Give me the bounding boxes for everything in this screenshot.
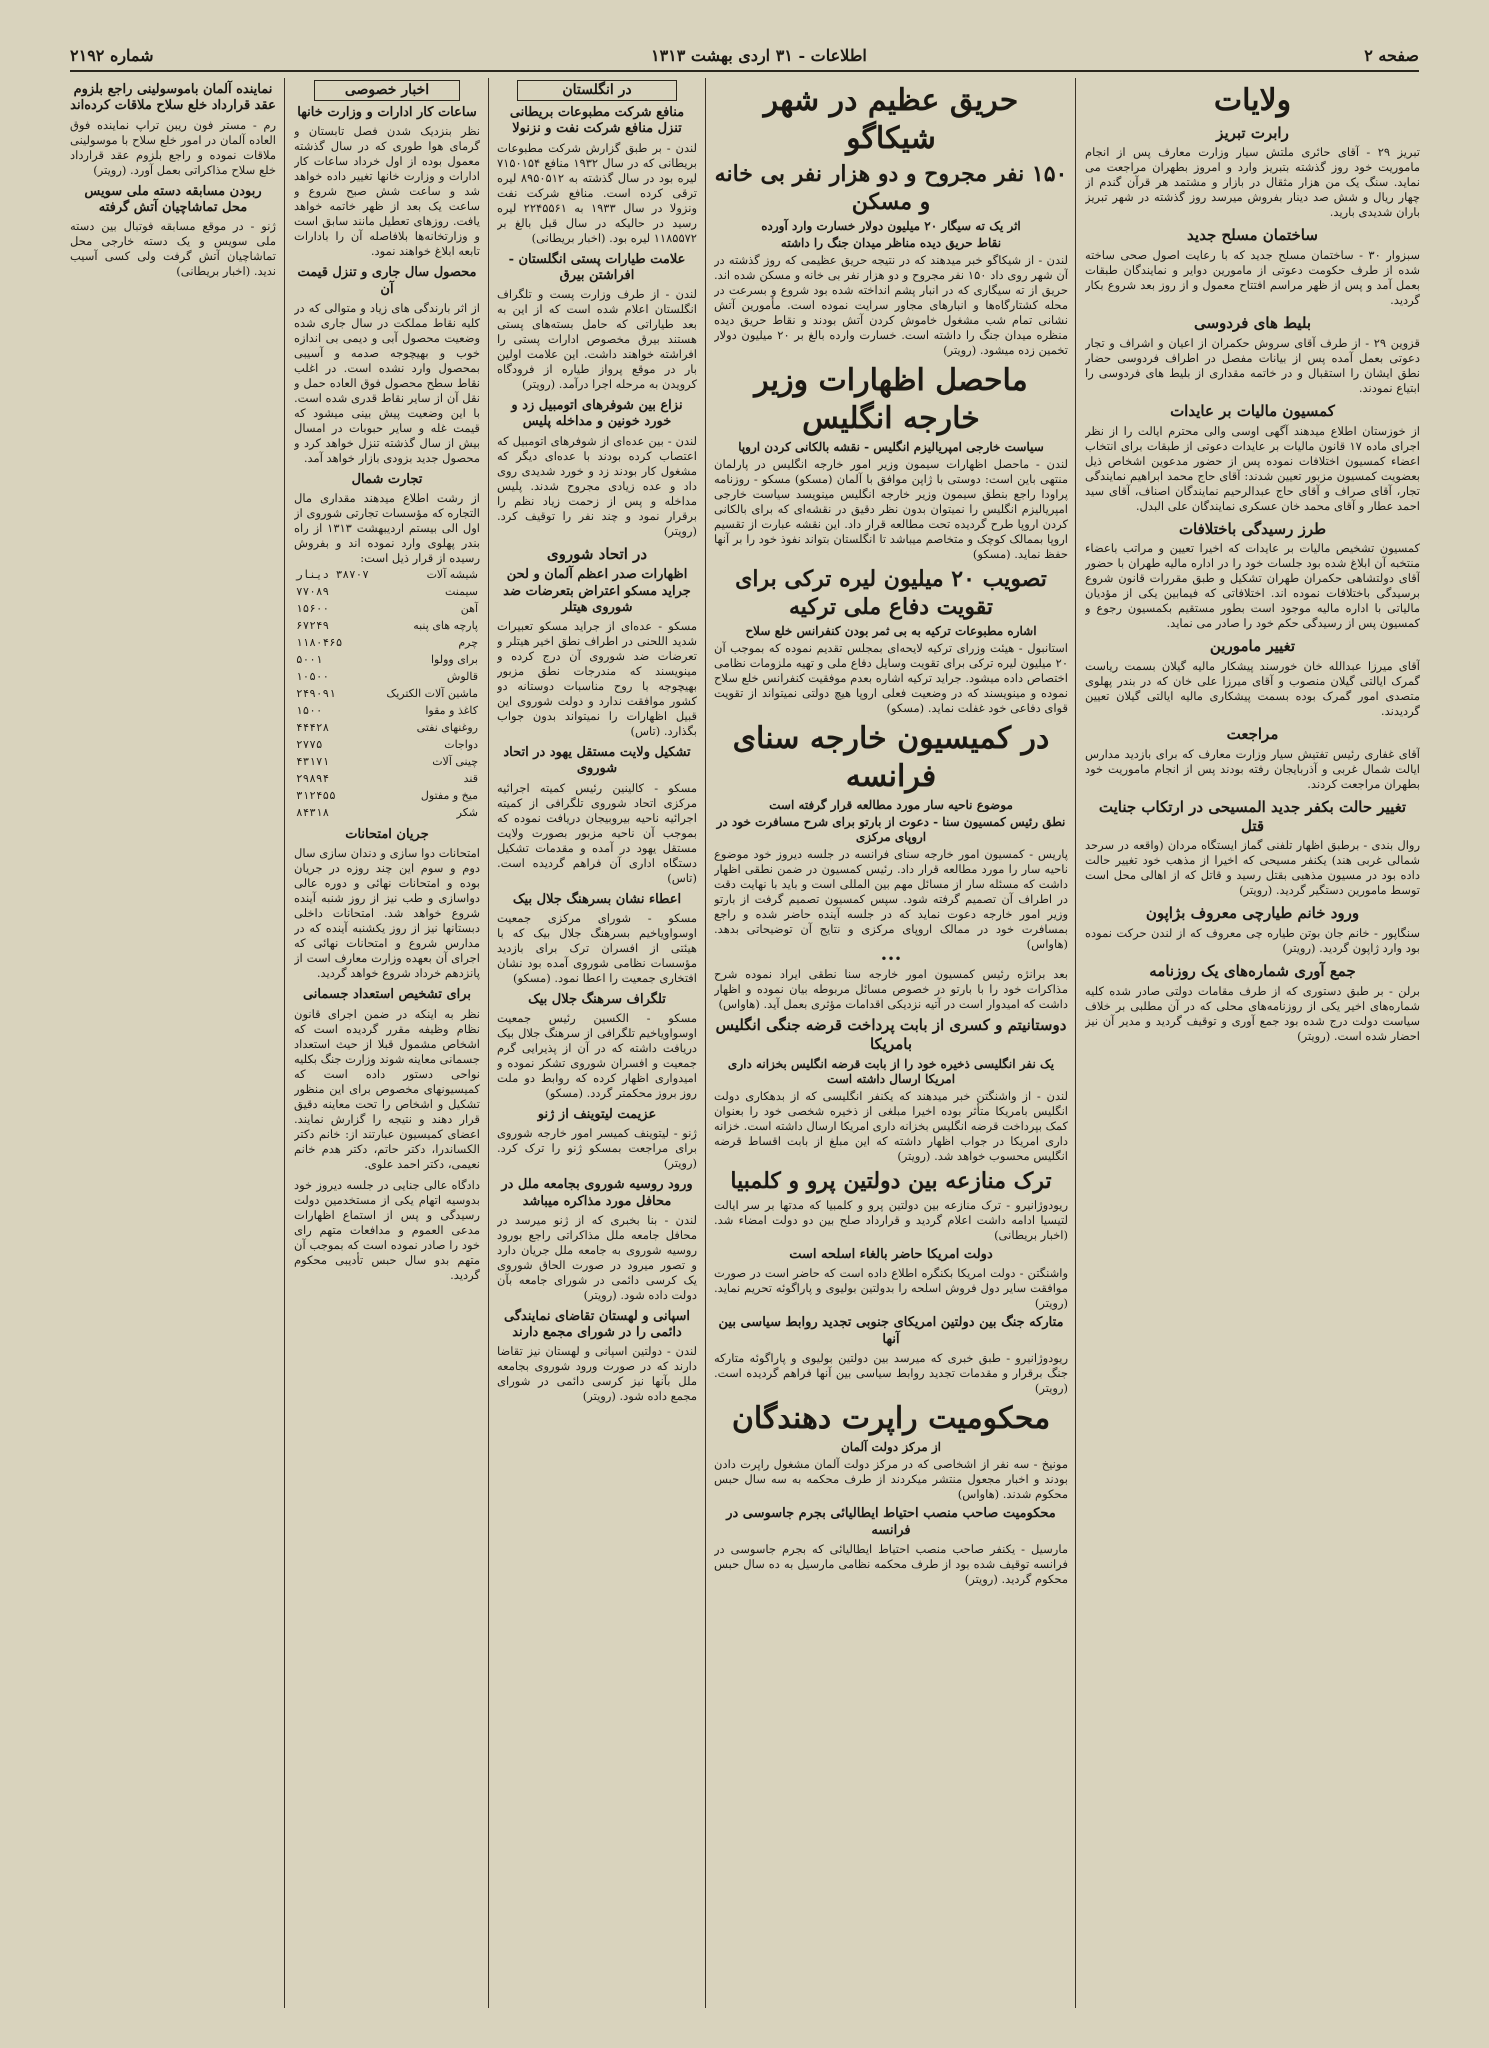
article-body: پاریس - کمسیون امور خارجه سنای فرانسه در جلسه دیروز خود موضوع ناحیه سار را مورد مطالعه قرار داد. رئیس کمسیون در ضمن نطقی اظهار داشت که مسئله سار از مسائل مهم بین المللی است و باید با نهایت دقت در اطراف آن تصمیم گرفته شود. سپس کمسیون تصمیم گرفت از بارتو وزیر امور خارجه دعوت نماید که در جلسه آینده حاضر شده و راجع بمسافرت خود در ممالک اروپای مرکزی و نتایج آن توضیحاتی بدهد. (هاواس) <box>714 847 1068 951</box>
column-rule <box>1075 78 1076 2008</box>
article-headline: ساختمان مسلح جدید <box>1187 226 1318 245</box>
headline-turkey-defence: تصویب ۲۰ میلیون لیره ترکی برای تقویت دفاع ملی ترکیه <box>735 566 1047 620</box>
article <box>70 184 276 280</box>
article <box>294 265 480 466</box>
table-cell-value: ۱۵۶۰۰ <box>296 602 330 615</box>
article-headline: تلگراف سرهنگ جلال بیک <box>528 991 666 1007</box>
table-row <box>294 668 480 685</box>
table-row <box>294 583 480 600</box>
article <box>1085 798 1420 899</box>
table-cell-value: ۷۷۰۸۹ <box>296 585 330 598</box>
article-body: لندن - از طرف وزارت پست و تلگراف انگلستان اعلام شده است که از این به بعد طیاراتی که حامل بسته‌های پستی هستند بیرق مخصوص ادارات پستی را افراشته خواهند داشت. این علامت اولین بار در موقع پرواز طیاره از فرودگاه کرویدن به مرحله اجرا درآمد. (رویتر) <box>497 287 697 391</box>
article-headline: متارکه جنگ بین دولتین امریکای جنوبی تجدید روابط سیاسی بین آنها <box>718 1315 1064 1347</box>
table-row <box>294 787 480 804</box>
table-cell-value: ۴۴۴۲۸ <box>296 721 330 734</box>
table-cell-label: شیشه آلات <box>426 568 478 581</box>
column-rule <box>284 78 285 2008</box>
column-provinces <box>1085 78 1420 2013</box>
article-headline: نزاع بین شوفرهای اتومبیل زد و خورد خونین و مداخله پلیس <box>511 398 683 430</box>
table-row <box>294 770 480 787</box>
headline-peru-colombia: ترک منازعه بین دولتین پرو و کلمبیا <box>730 1167 1052 1194</box>
article-body: استانبول - هیئت وزرای ترکیه لایحه‌ای بمجلس تقدیم نموده که بموجب آن ۲۰ میلیون لیره ترکی برای تقویت وسایل دفاع ملی و تهیه ملزومات نظامی اختصاص داده میشود. جراید ترکیه اشاره بعدم موفقیت کنفرانس خلع سلاح نموده و مینویسند که در وضعیت فعلی اروپا هیچ دولتی نمیتواند از تقویت قوای دفاعی خود غفلت نماید. (مسکو) <box>714 641 1068 715</box>
table-cell-value: ۱۱۸۰۴۶۵ <box>296 636 343 649</box>
table-cell-value: ۲۷۷۵ <box>296 738 323 751</box>
column-rule <box>705 78 706 2008</box>
article-body: از اثر بارندگی های زیاد و متوالی که در کلیه نقاط مملکت در سال جاری شده وضعیت محصول آبی و دیمی بی اندازه خوب و بهیچوجه صدمه و آسیبی بمحصول وارد نشده است. در اغلب نقاط سطح محصول فوق العاده حمل و نقل آن از سایر نقاط قدری شده است. با این وضعیت پیش بینی میشود که قیمت غله و سایر حبوبات در امسال بیش از سال گذشته تنزل خواهد کرد و محصول جدید بزودی بازار خواهد آمد. <box>294 300 480 465</box>
article-body: رم - مستر فون ریبن تراپ نماینده فوق العاده آلمان در امور خلع سلاح با موسولینی ملاقات نموده و راجع بلزوم عقد قرارداد خلع سلاح مذاکراتی بعمل آورد. (رویتر) <box>70 117 276 177</box>
article-headline: نماینده آلمان باموسولینی راجع بلزوم عقد قرارداد خلع سلاح ملاقات کرده‌اند <box>70 82 276 114</box>
article-body: لندن - از واشنگتن خبر میدهند که یکنفر انگلیسی که از بدهکاری دولت انگلیس بامریکا متأثر بوده اخیرا مبلغی از ذخیره شخصی خود را بعنوان کمک بپرداخت قرضه انگلیس بخزانه داری امریکا ارسال داشته است. خزانه داری امریکا در جواب اظهار داشته که این مبلغ از بابت اقساط قرضه انگلیس محسوب خواهد شد. (رویتر) <box>714 1088 1068 1163</box>
table-cell-label: سیمنت <box>444 585 478 598</box>
article-deck: موضوع ناحیه سار مورد مطالعه قرار گرفته است <box>769 798 1013 812</box>
column-foreign-news <box>497 78 697 2013</box>
table-cell-label: کاغذ و مقوا <box>425 704 478 717</box>
article-body: ریودوژانیرو - طبق خبری که میرسد بین دولتین بولیوی و پاراگوئه متارکه جنگ برقرار و مقدمات تجدید روابط سیاسی بین آنها فراهم گردیده است. (رویتر) <box>714 1350 1068 1395</box>
article-body: مسکو - کالینین رئیس کمیته اجرائیه مرکزی اتحاد شوروی تلگرافی از کمیته اجرائیه ناحیه بیروبیجان دریافت نموده که بموجب آن ناحیه مزبور بصورت ولایت مستقل یهود در آمده و مقدمات تشکیل دستگاه اداری آن فراهم گردیده است. (تاس) <box>497 780 697 885</box>
table-row <box>294 566 480 583</box>
table-cell-value: ۳۱۲۴۵۵ <box>296 789 336 802</box>
article-body: مسکو - عده‌ای از جراید مسکو تعبیرات شدید اللحنی در اطراف نطق اخیر هیتلر و تعرضات ضد شوروی آن درج کرده و مینویسند که مندرجات نطق مزبور بهیچوجه با روح مناسبات دوستانه دو کشور موافقت ندارد و دولت شوروی این قبیل اظهارات را نمیتواند بدون جواب بگذارد. (تاس) <box>497 619 697 738</box>
table-row <box>294 804 480 821</box>
article <box>497 1107 697 1171</box>
article-body: لندن - بنا بخبری که از ژنو میرسد در محافل جامعه ملل مذاکراتی راجع بورود روسیه شوروی به جامعه ملل جریان دارد و تصور میرود در صورت الحاق شوروی یک کرسی دائمی در شورای جامعه بآن دولت داده شود. (رویتر) <box>497 1212 697 1302</box>
article-body: واشنگتن - دولت امریکا بکنگره اطلاع داده است که حاضر است در صورت موافقت سایر دول فروش اسلحه را بدولتین بولیوی و پاراگوئه تحریم نماید. (رویتر) <box>714 1266 1068 1311</box>
article-body: لندن - ماحصل اظهارات سیمون وزیر امور خارجه انگلیس در پارلمان منتهی باین است: دوستی با ژاپن موافق با آلمان (مسکو) مسکو - روزنامه پراودا راجع بنطق سیمون وزیر خارجه انگلیس مینویسد سیاست خارجی امپریالیزم انگلیس را نمیتوان بدون نظر دقیق در نقشه‌ای که برای بالکانی کردن اروپا طرح گردیده تحت مطالعه قرار داد. این نقشه عبارت از تقسیم اروپا بممالک کوچک و متخاصم میباشد تا انگلستان بتواند نفوذ خود را بر آنها حفظ نماید. (مسکو) <box>714 457 1068 561</box>
table-cell-value: ۲۹۸۹۴ <box>296 772 330 785</box>
article-headline: ربودن مسابقه دسته ملی سویس محل تماشاچیان آتش گرفته <box>84 183 262 215</box>
article <box>497 105 697 246</box>
article-body: آقای میرزا عبدالله خان خورسند پیشکار مالیه گیلان بسمت ریاست گمرک ایالتی گیلان منصوب و آقای میرزا علی خان که در بندر پهلوی متصدی امور گمرک بوده بسمت پیشکاری مالیه ایالتی گیلان تعیین گردیدند. <box>1085 659 1420 718</box>
article-headline: جریان امتحانات <box>345 827 429 842</box>
table-cell-label: روغنهای نفتی <box>416 721 478 734</box>
article <box>1085 402 1420 514</box>
table-row <box>294 719 480 736</box>
article <box>1085 637 1420 719</box>
table-cell-value: ۵۰۰۱ <box>296 653 323 666</box>
paper-date: اطلاعات - ۳۱ اردی بهشت ۱۳۱۳ <box>650 45 867 65</box>
article-headline: طرز رسیدگی باختلافات <box>1178 519 1327 538</box>
article-headline: ورود روسیه شوروی بجامعه ملل در محافل مورد مذاکره میباشد <box>501 1177 693 1209</box>
article-headline: ساعات کار ادارات و وزارت خانها <box>297 105 477 120</box>
article-body: لندن - دولتین اسپانی و لهستان نیز تقاضا دارند که در صورت ورود شوروی بجامعه ملل بآنها نیز کرسی دائمی در شورای مجمع داده شود. (رویتر) <box>497 1344 697 1404</box>
section-title-provinces: ولایات <box>1213 83 1292 118</box>
article-body: لندن - از شیکاگو خبر میدهند که در نتیجه حریق عظیمی که روز گذشته در آن شهر روی داد ۱۵۰ نفر مجروح و دو هزار نفر بی خانه و مسکن شده اند. حریق از ته سیگاری که در انبار پشم انداخته شده بود شروع و بسرعت در محله کشتارگاه‌ها و انبارهای مجاور سرایت نموده است. مأمورین آتش نشانی تمام شب مشغول خاموش کردن آتش بودند و نقاط حریق دیده منظره میدان جنگ را داشته است. خسارت وارده بالغ بر ۲۰ میلیون دولار تخمین زده میشود. (رویتر) <box>714 253 1068 357</box>
article <box>1085 124 1420 221</box>
article <box>294 472 480 821</box>
lead-deck: نقاط حریق دیده مناظر میدان جنگ را داشته <box>780 236 1002 250</box>
article-body: مونیخ - سه نفر از اشخاصی که در مرکز دولت آلمان مشغول راپرت دادن بودند و اخبار مجعول منتشر میکردند از طرف محکمه به سه سال حبس محکوم شدند. (هاواس) <box>714 1457 1068 1502</box>
article-body: ریودوژانیرو - ترک منازعه بین دولتین پرو و کلمبیا که مدتها بر سر ایالت لتیسیا ادامه داشت اعلام گردید و قرارداد صلح بین دو دولت امضاء شد. (اخبار بریطانی) <box>714 1198 1068 1242</box>
table-row <box>294 753 480 770</box>
article-body: تبریز ۲۹ - آقای حائری ملتش سیار وزارت معارف پس از انجام ماموریت خود روز گذشته بتبریز وارد و امروز بطهران مراجعت می نماید. سنگ یک من هزار مثقال در بازار و مشتمد هر قرآن گندم از چهار ریال و شش صد دینار بفروش میرسد روز گذشته در شهر تبریز باران شدیدی بارید. <box>1085 145 1420 220</box>
table-row <box>294 685 480 702</box>
article <box>70 82 276 178</box>
article-body: مارسیل - یکنفر صاحب منصب احتیاط ایطالیائی که بجرم جاسوسی در فرانسه توقیف شده بود از طرف محکمه نظامی مارسیل به ده سال حبس محکوم گردید. (رویتر) <box>714 1541 1068 1586</box>
table-row <box>294 600 480 617</box>
table-cell-label: چینی آلات <box>432 755 478 768</box>
table-cell-label: آهن <box>460 602 478 615</box>
table-cell-label: پارچه های پنبه <box>413 619 478 632</box>
trade-table <box>294 566 480 821</box>
article-body: روال بندی - برطبق اظهار تلفنی گماز ایستگاه مردان (واقعه در سرحد شمالی غربی هند) یکنفر مسیحی که اخیرا از مذهب خود تغییر حالت داده بود در مسیون مذهبی بقتل رسید و قاتل که از اهالی محل است توسط مامورین دستگیر گردید. (رویتر) <box>1085 838 1420 898</box>
section-title-soviet: در اتحاد شوروی <box>546 544 648 563</box>
article-body: سنگاپور - خانم جان بوتن طیاره چی معروف که از لندن حرکت نموده بود وارد ژاپون گردید. (رویتر) <box>1085 926 1420 955</box>
table-cell-value: ۴۳۱۷۱ <box>296 755 330 768</box>
article-body: برلن - بر طبق دستوری که از طرف مقامات دولتی صادر شده کلیه شماره‌های اخیر یکی از روزنامه‌های محلی که در آن مطلبی بر خلاف سیاست دولت درج شده بود جمع آوری و توقیف گردید و مدیر آن نیز احضار شده است. (رویتر) <box>1085 983 1420 1043</box>
article-headline: جمع آوری شماره‌های یک روزنامه <box>1149 962 1356 980</box>
section-title-private-news: اخبار خصوصی <box>314 80 460 101</box>
article <box>1085 520 1420 632</box>
page-number: صفحه ۲ <box>1364 45 1419 65</box>
lead-subheadline: ۱۵۰ نفر مجروح و دو هزار نفر بی خانه و مسکن <box>714 161 1068 215</box>
article-headline: تغییر حالت بکفر جدید المسیحی در ارتکاب جنایت قتل <box>1098 797 1407 835</box>
headline-foreign-minister: ماحصل اظهارات وزیر خارجه انگلیس <box>754 363 1028 436</box>
article-headline: محصول سال جاری و تنزل قیمت آن <box>297 265 477 297</box>
lead-deck: اثر یک ته سیگار ۲۰ میلیون دولار خسارت وارد آورده <box>761 219 1021 233</box>
article-headline: عزیمت لیتوینف از ژنو <box>537 1107 657 1122</box>
table-cell-value: ۱۰۵۰۰ <box>296 670 330 683</box>
article-body: مسکو - شورای مرکزی جمعیت اوسواویاخیم بسرهنگ جلال بیک که با هیئتی از افسران ترک برای بازدید مؤسسات نظامی شوروی آمده بود نشان افتخاری جمعیت را اعطا نمود. (مسکو) <box>497 910 697 985</box>
column-rule <box>488 78 489 2008</box>
article <box>497 1177 697 1303</box>
table-cell-label: قالوش <box>446 670 478 683</box>
article <box>294 987 480 1171</box>
article <box>497 745 697 886</box>
article-headline: اسپانی و لهستان تقاضای نمایندگی دائمی را در شورای مجمع دارند <box>503 1308 691 1340</box>
headline-war-debt: دوستانیتم و کسری از بابت پرداخت قرضه جنگی انگلیس بامریکا <box>715 1016 1067 1053</box>
table-cell-value: ۳۸۷۰۷ دینار <box>296 568 369 581</box>
article-body: کمسیون تشخیص مالیات بر عایدات که اخیرا تعیین و مراتب باعضاء منتخبه آن ابلاغ شده بود جلسات خود را در اداره مالیه طهران با حضور آقای دولتشاهی حکمران طهران تشکیل و طبق مقررات قانون شروع برسیدگی باختلافات نموده اند. اختلافاتی که فیمابین یکی از مؤدیان مالیاتی با اداره مالیه موجود است بطور مستقیم بکمسیون رجوع و کمسیون پس از رسیدگی حکم خود را صادر می نماید. <box>1085 541 1420 631</box>
table-cell-label: شکر <box>456 806 478 819</box>
table-cell-label: میخ و مفتول <box>420 789 478 802</box>
lead-headline-chicago-fire: حریق عظیم در شهر شیکاگو <box>763 83 1019 156</box>
article-headline: علامت طیارات پستی انگلستان - افراشتن بیرق <box>508 251 686 283</box>
article <box>1085 904 1420 956</box>
article <box>497 992 697 1101</box>
article <box>294 105 480 259</box>
article-headline: بلیط های فردوسی <box>1193 314 1311 332</box>
table-row <box>294 617 480 634</box>
article-headline: محکومیت صاحب منصب احتیاط ایطالیائی بجرم جاسوسی در فرانسه <box>726 1506 1056 1538</box>
column-lead-stories <box>714 78 1068 2013</box>
article-body: آقای غفاری رئیس تفتیش سیار وزارت معارف که برای بازدید مدارس ایالت شمال غربی و آذربایجان رفته بودند پس از انجام ماموریت خود بطهران مراجعت کردند. <box>1085 746 1420 791</box>
table-cell-value: ۶۷۲۴۹ <box>296 619 330 632</box>
table-cell-label: برای وولوا <box>430 653 478 666</box>
article-body: نظر بنزدیک شدن فصل تابستان و گرمای هوا طوری که در سال گذشته معمول بوده از اول خرداد ساعات کار ادارات و وزارت خانها تغییر داده خواهد شد و ساعت شش صبح شروع و ساعت یک بعد از ظهر خاتمه خواهد یافت. روزهای تعطیل مانند سابق است و وزارتخانه‌ها بلافاصله آن را بادارات تابعه ابلاغ خواهند نمود. <box>294 124 480 259</box>
table-row <box>294 736 480 753</box>
article-body: امتحانات دوا سازی و دندان سازی سال دوم و سوم این چند روزه در جریان بوده و امتحانات نهائی و دوره عالی دواسازی و طب نیز از روز شنبه آینده شروع خواهد شد. امتحانات داخلی دبستانها نیز از روز یکشنبه آینده که در مدارس شروع و امتحانات نهائی که اجرای آن بعهده وزارت معارف است از پانزدهم خرداد شروع خواهد گردید. <box>294 846 480 981</box>
article-headline: تشکیل ولایت مستقل یهود در اتحاد شوروی <box>503 745 691 777</box>
article-body: سبزوار ۳۰ - ساختمان مسلح جدید که با رعایت اصول صحی ساخته شده از طرف حکومت دعوتی از مامورین دوایر و نمایندگان طبقات بعمل آمد و پس از ظهر مراسم افتتاح معمول و از روز بعد شروع بکار گردید. <box>1085 248 1420 307</box>
article-deck: اشاره مطبوعات ترکیه به بی ثمر بودن کنفرانس خلع سلاح <box>745 624 1037 638</box>
article-headline: کمسیون مالیات بر عایدات <box>1170 401 1335 420</box>
article-body: لندن - بین عده‌ای از شوفرهای اتومبیل که اعتصاب کرده بودند با عده‌ای دیگر که مشغول کار بودند زد و خورد شدیدی روی داد و عده زیادی مجروح شدند. پلیس مداخله و پس از زحمت زیاد نظم را برقرار نمود و چند نفر را توقیف کرد. (رویتر) <box>497 433 697 538</box>
article <box>497 252 697 393</box>
table-cell-label: دواجات <box>444 738 478 751</box>
article-headline: اعطاء نشان بسرهنگ جلال بیک <box>512 891 682 907</box>
article <box>1085 226 1420 308</box>
article-body: قزوین ۲۹ - از طرف آقای سروش حکمران از اعیان و اشراف و تجار دعوتی بعمل آمده پس از بیانات مفصل در اطراف فردوسی حضار نطق ایشان را استقبال و در خاتمه مقداری از بلیط های فردوسی را ابتیاع نمودند. <box>1085 335 1420 395</box>
column-misc <box>70 78 276 2013</box>
table-cell-value: ۱۵۰۰ <box>296 704 323 717</box>
article-body: ژنو - لیتوینف کمیسر امور خارجه شوروی برای مراجعت بمسکو ژنو را ترک کرد. (رویتر) <box>497 1126 697 1171</box>
table-cell-value: ۲۴۹۰۹۱ <box>296 687 336 700</box>
table-row <box>294 702 480 719</box>
article-deck: سیاست خارجی امپریالیزم انگلیس - نقشه بالکانی کردن اروپا <box>738 440 1044 454</box>
table-row <box>294 651 480 668</box>
headline-french-senate: در کمیسیون خارجه سنای فرانسه <box>732 721 1050 794</box>
article-headline: دولت امریکا حاضر بالغاء اسلحه است <box>789 1247 993 1262</box>
table-cell-label: قند <box>463 772 478 785</box>
article-body: نظر به اینکه در ضمن اجرای قانون نظام وظیفه مقرر گردیده است که اشخاص مشمول قبلا از حیث استعداد جسمانی معاینه شوند وزارت جنگ بکلیه نواحی دستور داده است که کمیسیونهای مخصوص برای این منظور تشکیل و اشخاص را تحت معاینه دقیق قرار دهند و نتیجه را گزارش نمایند. اعضای کمیسیون عبارتند از: خانم دکتر الکساندرا، دکتر حاتم، دکتر هدم خانم نعیمی، دکتر احمد علوی. <box>294 1006 480 1171</box>
article <box>497 398 697 539</box>
article <box>497 892 697 986</box>
article <box>1085 314 1420 396</box>
article <box>497 1309 697 1405</box>
article-deck: یک نفر انگلیسی ذخیره خود را از بابت قرضه انگلیس بخزانه داری امریکا ارسال داشته است <box>727 1056 1055 1086</box>
article-body: بعد برانژه رئیس کمسیون امور خارجه سنا نطقی ایراد نموده شرح مذاکرات خود را با بارتو در خصوص مسائل مربوطه بیان نموده و اظهار داشت که امیدوار است در آتیه نزدیکی اقدامات مؤثری بعمل آید. (هاواس) <box>714 967 1068 1011</box>
table-cell-value: ۸۴۳۱۸ <box>296 806 330 819</box>
table-cell-label: چرم <box>458 636 478 649</box>
separator-stars: ••• <box>880 952 902 966</box>
article <box>1085 725 1420 792</box>
article-headline: تغییر مامورین <box>1209 637 1296 656</box>
article <box>497 567 697 739</box>
table-row <box>294 634 480 651</box>
article <box>294 1178 480 1283</box>
article-headline: تجارت شمال <box>351 471 423 487</box>
article-headline: منافع شرکت مطبوعات بریطانی تنزل منافع شرکت نفت و نزنولا <box>509 105 685 137</box>
article <box>294 827 480 981</box>
article-body: از خوزستان اطلاع میدهند آگهی اوسی والی محترم ایالت را از نظر اجرای ماده ۱۷ قانون مالیات بر عایدات دعوتی از طبقات برای انتخاب اعضاء کمسیون اختلافات نموده پس از حضور مدعوین اشخاص ذیل بعضویت کمسیون مزبور تعیین شدند: آقای حاج محمد ابراهیم نمایندگی تجار، آقای صراف و آقای حاج عبدالرحیم نمایندگان اصناف، آقای سید احمد عطار و آقای محمد خان عسکری نمایندگان علی البدل. <box>1085 423 1420 513</box>
headline-reporters-sentenced: محکومیت راپرت دهندگان <box>731 1400 1051 1436</box>
article-body: از رشت اطلاع میدهند مقداری مال التجاره که مؤسسات تجارتی شوروی از اول الی بیستم اردیبهشت ۱۳۱۳ از راه بندر پهلوی وارد نموده اند و بفروش رسیده از قرار ذیل است: <box>294 491 480 565</box>
page-masthead <box>70 40 1419 72</box>
article-deck: از مرکز دولت آلمان <box>840 1440 942 1455</box>
issue-number: شماره ۲۱۹۲ <box>70 45 154 65</box>
article-headline: رابرت تبریز <box>1216 123 1289 142</box>
article-body: ژنو - در موقع مسابقه فوتبال بین دسته ملی سویس و یک دسته خارجی محل تماشاچیان آتش گرفت ولی کسی آسیب ندید. (اخبار بریطانی) <box>70 219 276 278</box>
article-body: مسکو - الکسین رئیس جمعیت اوسواویاخیم تلگرافی از سرهنگ جلال بیک دریافت داشته که در آن از پذیرایی گرم جمعیت و افسران شوروی تشکر نموده و امیدواری اظهار کرده که روابط دو ملت روز بروز محکمتر گردد. (مسکو) <box>497 1011 697 1100</box>
article <box>1085 962 1420 1044</box>
article-deck: نطق رئیس کمسیون سنا - دعوت از بارتو برای شرح مسافرت خود در اروپای مرکزی <box>716 815 1066 844</box>
article-body: دادگاه عالی جنایی در جلسه دیروز خود بدوسیه اتهام یکی از مستخدمین دولت رسیدگی و پس از استماع اظهارات مدعی العموم و مدافعات متهم رای خود را صادر نموده است که بموجب آن متهم بدو سال حبس تأدیبی محکوم گردید. <box>294 1177 480 1282</box>
column-private-news <box>294 78 480 2013</box>
article-body: لندن - بر طبق گزارش شرکت مطبوعات بریطانی که در سال ۱۹۳۲ منافع ۷۱۵۰۱۵۴ لیره بود در سال گذشته به ۸۹۵۰۵۱۲ لیره ترقی کرده است. منافع شرکت نفت ونزولا در سال ۱۹۳۳ به ۲۲۴۵۵۶۱ لیره رسید در حالیکه در سال قبل بالغ بر ۱۱۸۵۵۷۲ لیره بود. (اخبار بریطانی) <box>497 140 697 245</box>
table-cell-label: ماشین آلات الکتریک <box>386 687 478 700</box>
article-headline: برای تشخیص استعداد جسمانی <box>302 987 472 1003</box>
article-headline: ورود خانم طیارچی معروف بژاپون <box>1145 904 1360 923</box>
section-title-england: در انگلستان <box>517 80 677 101</box>
article-headline: اظهارات صدر اعظم آلمان و لحن جراید مسکو اعتراض بتعرضات ضد شوروی هیتلر <box>503 567 691 615</box>
article-headline: مراجعت <box>1226 725 1279 743</box>
